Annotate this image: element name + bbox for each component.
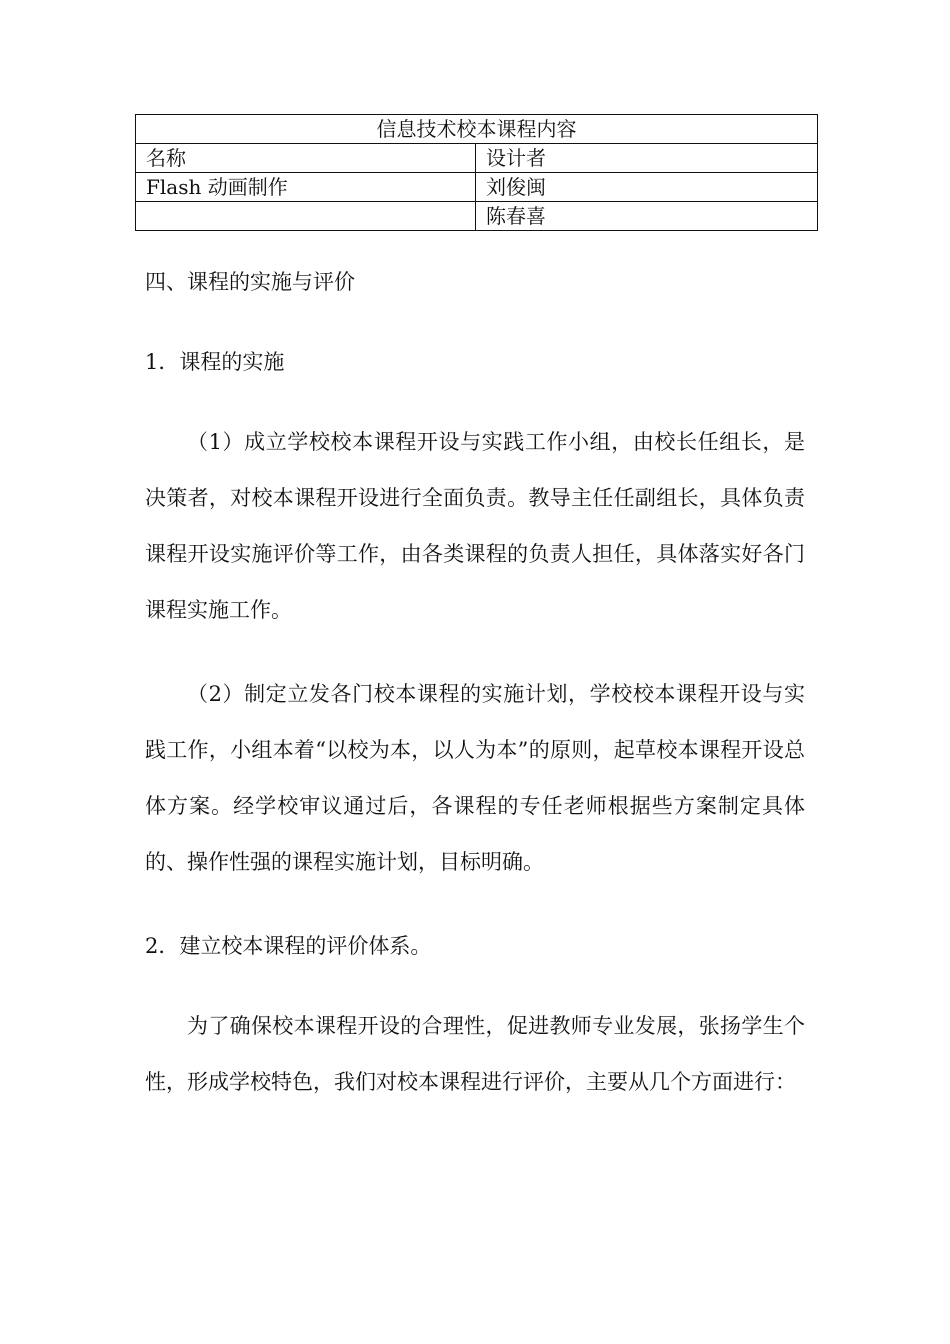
header-name: 名称 xyxy=(136,144,476,173)
cell-designer: 刘俊闽 xyxy=(476,173,818,202)
table-header-row xyxy=(136,144,818,173)
table-title: 信息技术校本课程内容 xyxy=(136,115,818,144)
course-content-table xyxy=(135,114,818,231)
table-title-row xyxy=(136,115,818,144)
paragraph-3: 为了确保校本课程开设的合理性，促进教师专业发展，张扬学生个性，形成学校特色，我们对校本课程进行评价，主要从几个方面进行： xyxy=(145,1014,805,1094)
paragraph-1: （1）成立学校校本课程开设与实践工作小组，由校长任组长，是决策者，对校本课程开设进行全面负责。教导主任任副组长，具体负责课程开设实施评价等工作，由各类课程的负责人担任，具体落实好各门课程实施工作。 xyxy=(145,430,805,622)
cell-designer: 陈春喜 xyxy=(476,202,818,231)
subsection-heading-2: 2．建立校本课程的评价体系。 xyxy=(145,934,432,958)
subsection-heading-1: 1．课程的实施 xyxy=(145,350,285,374)
table-row xyxy=(136,173,818,202)
section-heading-4: 四、课程的实施与评价 xyxy=(145,270,355,294)
paragraph-2: （2）制定立发各门校本课程的实施计划，学校校本课程开设与实践工作，小组本着“以校为本，以人为本”的原则，起草校本课程开设总体方案。经学校审议通过后，各课程的专任老师根据些方案制定具体的、操作性强的课程实施计划，目标明确。 xyxy=(145,682,805,874)
table-row xyxy=(136,202,818,231)
cell-course-name xyxy=(136,202,476,231)
header-designer: 设计者 xyxy=(476,144,818,173)
cell-course-name: Flash 动画制作 xyxy=(136,173,476,202)
